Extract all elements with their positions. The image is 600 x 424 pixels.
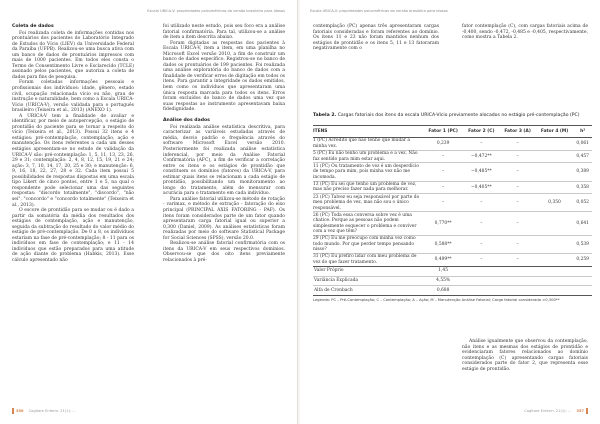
loading-f4 [536,181,574,194]
left-page-column-1 [12,24,134,264]
body-paragraph: Realizou-se análise fatorial confirmatória com os itens da URICA-V em seus respectivos domínios. Observou-se que dos oito itens previamente relacionados à pré- [163,241,285,263]
loading-f1: 0,239 [423,137,463,150]
loading-f2: – [463,235,499,253]
right-page-column-1 [313,24,439,52]
stat-value: 4,55% [423,276,463,286]
right-footer [524,409,584,413]
stat-value: 1,45 [423,266,463,276]
loading-f4: 0,350 [536,194,574,212]
header-factor-2: Fator 2 (C) [463,125,499,137]
loading-f1: – [423,163,463,181]
left-page [0,0,298,424]
loading-f3: – [499,194,535,212]
loading-f3: – [499,235,535,253]
item-text: 31 (PC) Eu prefiro lidar com meu problema de vez do que fazer tratamento. [313,253,423,266]
footer-accent [12,408,14,414]
body-paragraph: Foi realizada coleta de informações contidas nos prontuários dos pacientes do Laboratório Integrado de Estudos do Vício (LIEV) da Universidade Federal da Paraíba (UFPB). Realizou-se uma busca ativa com um banco de dados de prontuários impressos com mais de 1000 pacientes. Em todos eles consta o Termo de Consentimento Livre e Esclarecido (TCLE) assinado pelos pacientes, que autoriza a coleta de dados para fins de pesquisa. [12,30,134,80]
journal-ref: Cogitare Enferm. 21(1): ... [28,409,76,413]
table-row [313,212,592,235]
body-paragraph: Para análise fatorial utilizou-se método de rotação - varimax, e método de extração - fatoração do eixo principal (PRINCIPAL AXIS FATORING - PAF). Os itens foram considerados parte de um fator quando apresentaram carga fatorial igual ou superior a 0,300 (Daniel, 2009). As análises estatísticas foram realizadas por meio do software Statistical Package for Social Sciences (SPSS), versão 20.0. [163,196,285,241]
body-paragraph: Foram coletadas informações pessoais e profissionais dos indivíduos: idade, gênero, estado civil, ocupação relacionada vício ou não, grau de instrução e naturalidade, bem como a Escala URICA-Vício (URICA-V), versão validada para o português brasileiro (Teixeira et al., 2013) (ANEXO 1). [12,80,134,114]
table-row [313,181,592,194]
loading-h2: 0,539 [573,235,592,253]
header-items: ITENS [313,125,423,137]
loading-f1: – [423,181,463,194]
loading-f1: – [423,194,463,212]
footer-accent [586,408,588,414]
table-row [313,163,592,181]
stat-row [313,286,592,296]
empty-cell [463,286,499,296]
loading-h2: 0,061 [573,137,592,150]
page-number: 357 [576,409,584,413]
item-text: 23 (PC) Talvez eu seja responsável por parte do meu problema de vez, mas não sou o único responsável. [313,194,423,212]
empty-cell [499,266,535,276]
loading-h2: 0,358 [573,181,592,194]
loading-f3: – [499,150,535,163]
loading-f4 [536,235,574,253]
table-row [313,194,592,212]
empty-cell [463,266,499,276]
item-text: 29 (PC) Eu me preocupo com minha vez como todo mundo. Por que perder tempo pensando nisso? [313,235,423,253]
item-text: 11 (PC) Ou tratamento de vez é um desperdício de tempo para mim, pois minha vez não me incomoda. [313,163,423,181]
loading-h2: 0,389 [573,163,592,181]
loading-f2: – [463,137,499,150]
stat-label: Valor Próprio [313,266,423,276]
body-paragraph: A URICA-V tem a finalidade de avaliar e identificar, por meio de autopercepção, o estágio de prontidão do paciente para se tornar a respeito do vício (Teixeira et al., 2013). Possui 32 itens e 4 estágios: pré-contemplação, contemplação, ação e manutenção. Os itens referentes a cada um desses estágios apresentam-se no estudo de validação da URICA-V são: pré-contemplação: 1, 5, 11, 13, 23, 26, 29 e 31; contemplação: 2, 4, 8, 12, 15, 19, 21 e 24; ação: 3, 7, 10, 14, 17, 20, 25 e 30; e manutenção: 6, 9, 16, 18, 22, 27, 28 e 32. Cada item possui 5 possibilidades de respostas dispostas em uma escala tipo Likert de cinco pontos, entre 1 e 5, na qual o respondente pode selecionar uma das seguintes respostas: "discordo totalmente", "discordo", "não sei", "concordo" e "concordo totalmente" (Teixeira et al., 2013). [12,113,134,208]
table-legend: Legenda: PC – Pré-Contemplação; C – Contemplação; A – Ação; M – Manutenção Análise Fatorial; Carga fatorial considerada >0,300** [313,297,560,302]
section-heading: Análise dos dados [163,118,210,124]
stat-label: Alfa de Cronbach [313,286,423,296]
empty-cell [573,276,592,286]
empty-cell [536,276,574,286]
table-row [313,235,592,253]
table-row [313,137,592,150]
loading-f2: – [463,253,499,266]
header-factor-4: Fator 4 (M) [536,125,574,137]
loading-f1: – [423,150,463,163]
loading-f3: – [499,137,535,150]
factor-loadings-table [313,125,592,297]
empty-cell [536,266,574,276]
loading-f2: – [463,212,499,235]
empty-cell [573,286,592,296]
left-page-column-2 [163,24,285,263]
empty-cell [499,276,535,286]
loading-f4 [536,137,574,150]
right-page-column-3 [462,339,588,372]
loading-f1: 0,770** [423,212,463,235]
table-header-row [313,125,592,137]
empty-cell [573,266,592,276]
loading-f1: 0,499** [423,253,463,266]
loading-h2: 0,259 [573,253,592,266]
table-row [313,150,592,163]
section-heading: Coleta de dados [12,24,54,29]
body-paragraph: O escore de prontidão para se mudar ou é dado a partir da somatória da média dos resultados dos estágios de contemplação, ação e manutenção, seguida da subtração do resultado do valor médio do estágio de pré-contemplação. De 0 a 8, os indivíduos estariam na fase de pré-contemplação; 8 - 11 para os indivíduos em fase de contemplação; e 11 - 14 indivíduos que estão preparados para uma atitude de ação diante do problema (Habkis, 2013). Esse cálculo apresentado não [12,208,134,263]
loading-f2: −0,485** [463,163,499,181]
stat-row [313,276,592,286]
stat-row [313,266,592,276]
loading-h2: 0,457 [573,150,592,163]
running-head: Escala UBICA-V: propriedades psicométricas da versão brasileira para idosos [147,9,285,13]
item-text: 26 (PC) Toda essa conversa sobre vez é uma chatice. Porque as pessoas não podem simplesmente esquecer o problema e conviver com a vez que têm? [313,212,423,235]
empty-cell [463,276,499,286]
body-paragraph: contemplação (PC) apenas três apresentaram cargas fatoriais consideradas e foram referentes ao domínio. Os itens 11 e 23 não foram mantidos nenhum dos estágios de prontidão e os itens 5, 11 e 13 fatoraram negativamente com o [313,24,439,52]
header-h2: h² [573,125,592,137]
right-page-column-2 [462,24,588,41]
factor-table [313,113,592,302]
loading-f2: −0,405** [463,181,499,194]
stat-value: 0,688 [423,286,463,296]
table-row [313,253,592,266]
loading-f3: – [499,253,535,266]
body-paragraph: Foi realizada análise estatística descritiva, para caracterizar as variáveis estudadas através de média, desvio padrão e frequência através do software Microsoft Excel versão 2010. Posteriormente foi realizada análise estatística inferencial, por meio da Análise Fatorial Confirmatória (AFC), a fim de verificar a correlação entre os itens e os estágios de prontidão que constituem os domínios (fatores) da URICA-V, para estimar quais itens se relacionam a cada estágio de prontidão, possibilitando um monitoramento ao longo do tratamento, além de mensurar com acurácia para o tratamento em cada indivíduo. [163,124,285,197]
right-page [300,0,600,424]
empty-cell [499,286,535,296]
loading-f4 [536,150,574,163]
loading-f4 [536,212,574,235]
loading-h2: 0,052 [573,194,592,212]
header-factor-1: Fator 1 (PC) [423,125,463,137]
empty-cell [536,286,574,296]
loading-f3: – [499,181,535,194]
loading-f3: – [499,163,535,181]
loading-f3: – [499,212,535,235]
loading-f1: 0,588** [423,235,463,253]
running-head: Escala UBICA-V: propriedades psicométricas da versão brasileira para idosos [310,9,448,13]
item-text: 1 (PC) Acredito que não tenho que mudar a minha vez. [313,137,423,150]
header-factor-3: Fator 3 (A) [499,125,535,137]
journal-ref: Cogitare Enferm. 21(1): ... [524,409,572,413]
table-title: Tabela 2. Cargas fatoriais dos itens da escala URICA-Vício previamente alocados no estágio pré-contemplação (PC) [313,113,580,118]
body-paragraph: Análise igualmente que observou da contemplação, não itens e as mesmas dos estágios de prontidão e evidenciaram fatores relacionados ao domínio contemplação (C) apresentando cargas fatoriais considerados parte do fator 2, que representa esse estágio de prontidão. [462,339,588,372]
loading-f2: −0,472** [463,150,499,163]
loading-f4 [536,163,574,181]
loading-f4 [536,253,574,266]
item-text: 5 (PC) Eu não tenho um problema e a vez. Não faz sentido para mim estar aqui. [313,150,423,163]
body-paragraph: Foram digitadas as respostas dos pacientes à Escala URICA-V, item a item, em uma planilha no Microsoft Excel versão 2010, a fim de construir um banco de dados específico. Registrou-se no banco de dados os prontuários de 199 pacientes. Foi realizada uma análise exploratória do banco de dados com a finalidade de verificar erros de digitação em todos os itens. Para garantir a integridade os dados emitidos, bem como os indivíduos que apresentaram uma única resposta marcada para todos os itens. Erros foram excluídos do banco de dados uma vez que suas respostas ao instrumento apresentavam baixa fidedignidade. [163,40,285,113]
left-footer [16,409,76,413]
loading-f2: – [463,194,499,212]
loading-h2: 0,641 [573,212,592,235]
page-number: 356 [16,409,24,413]
item-text: 13 (PC) Eu sei que tenho um problema de vez, mas não preciso fazer nada para melhorar. [313,181,423,194]
body-paragraph: foi utilizado neste estudo, pois seu foco era a análise fatorial confirmatória. Para tal, utilizou-se a análise de item a item descrita abaixo. [163,24,285,41]
stat-label: Variância Explicada [313,276,423,286]
body-paragraph: fator contemplação (C), com cargas fatoriais acima de -0,400, sendo -0,472, -0,485 e -0,405, respectivamente, como mostra a Tabela 2. [462,24,588,41]
